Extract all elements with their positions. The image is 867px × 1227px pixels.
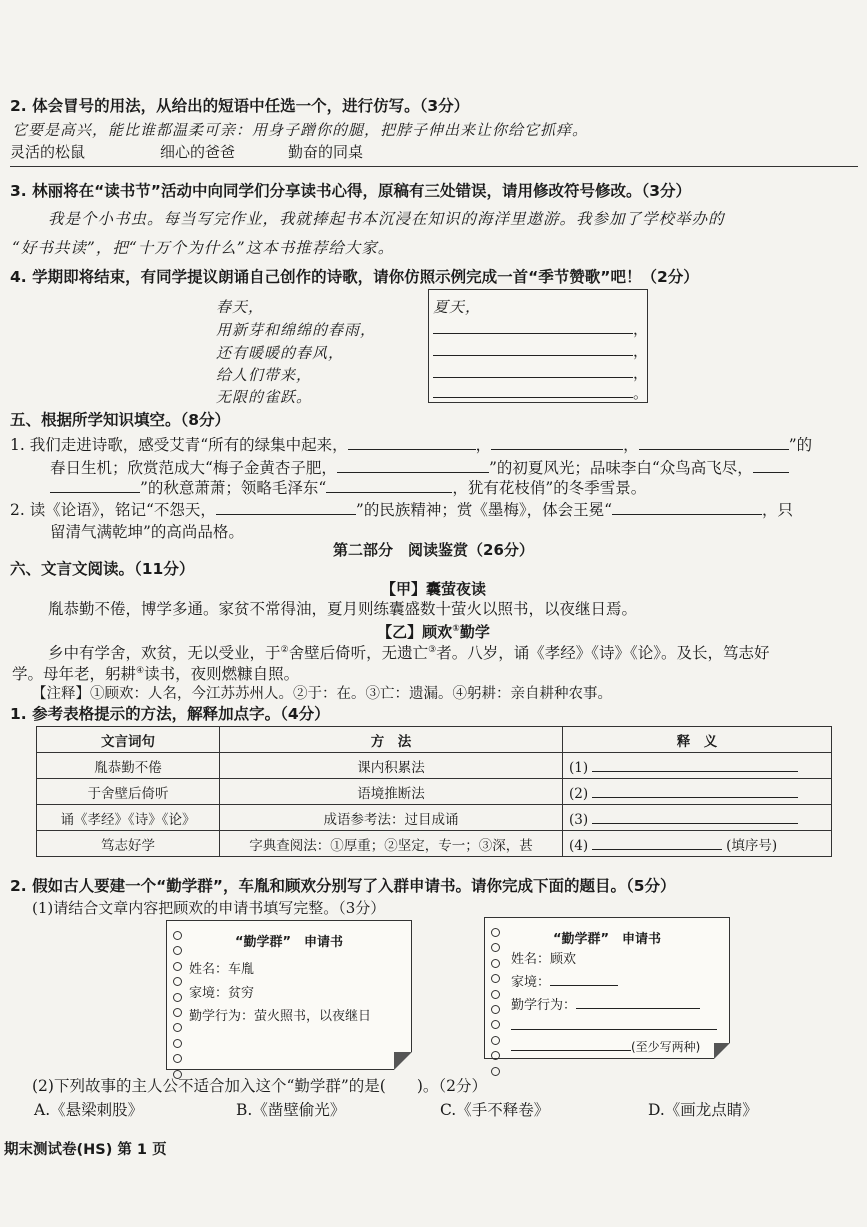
sec5-q1-line3: ”的秋意萧萧；领略毛泽东“ ，犹有花枝俏”的冬季雪景。 (50, 477, 646, 498)
card-name: 姓名：车胤 (189, 962, 255, 977)
cell-answer[interactable]: (1) (563, 753, 832, 779)
cell-method: 语境推断法 (220, 779, 563, 805)
poem-line-1: 春天， (216, 298, 265, 316)
header-phrase: 文言词句 (37, 727, 220, 753)
card-title: “勤学群” 申请书 (552, 932, 662, 947)
q3-text-line2: “好书共读”，把“十万个为什么”这本书推荐给大家。 (12, 239, 395, 257)
cell-method: 课内积累法 (220, 753, 563, 779)
card-action: 勤学行为： (511, 994, 700, 1013)
cell-answer[interactable]: (2) (563, 779, 832, 805)
action-blank-1[interactable] (576, 995, 700, 1009)
part2-title: 第二部分 阅读鉴赏（26分） (333, 541, 534, 559)
home-blank[interactable] (550, 972, 618, 986)
q2-title: 2. 体会冒号的用法，从给出的短语中任选一个，进行仿写。（3分） (10, 97, 470, 115)
cell-answer[interactable]: (4) (填序号) (563, 831, 832, 857)
sec5-q1-line2: 春日生机；欣赏范成大“梅子金黄杏子肥， ”的初夏风光；品味李白“众鸟高飞尽， (50, 457, 789, 478)
yi-text-line2: 学。母年老，躬耕④读书，夜则燃糠自照。 (12, 665, 300, 684)
q4-answer-box (428, 289, 648, 403)
q2-example: 它要是高兴，能比谁都温柔可亲：用身子蹭你的腿，把脖子伸出来让你给它抓痒。 (12, 121, 589, 139)
sec5-q2-line1: 2. 读《论语》，铭记“不怨天， ”的民族精神；赏《墨梅》，体会王冕“ ，只 (10, 501, 794, 519)
blank-8[interactable] (612, 499, 762, 515)
poem-line-4: 给人们带来， (216, 366, 313, 384)
q62-sub1: (1)请结合文章内容把顾欢的申请书填写完整。（3分） (32, 899, 386, 917)
blank-6[interactable] (326, 477, 452, 493)
q4-title: 4. 学期即将结束，有同学提议朗诵自己创作的诗歌，请你仿照示例完成一首“季节赞歌”吧！（2分） (10, 268, 699, 286)
cell-phrase: 诵《孝经》《诗》《论》 (37, 805, 220, 831)
page-footer: 期末测试卷(HS) 第 1 页 (4, 1142, 167, 1158)
q2-answer-line (10, 166, 858, 167)
notebook-holes (173, 931, 183, 1085)
card-action: 勤学行为：萤火照书，以夜继日 (189, 1009, 372, 1024)
sec5-title: 五、根据所学知识填空。（8分） (10, 411, 231, 429)
sec5-q1-line1: 1. 我们走进诗歌，感受艾青“所有的绿集中起来， ， ， ”的 (10, 436, 813, 454)
card-name: 姓名：顾欢 (511, 952, 577, 967)
jia-text: 胤恭勤不倦，博学多通。家贫不常得油，夏月则练囊盛数十萤火以照书，以夜继日焉。 (48, 600, 638, 618)
table-row (37, 831, 832, 857)
q4-blank-4[interactable]: 。 (433, 382, 648, 403)
cell-method: 字典查阅法：①厚重；②坚定，专一；③深，甚 (220, 831, 563, 857)
q4-blank-2[interactable]: ， (433, 340, 648, 361)
poem-line-2: 用新芽和绵绵的春雨， (216, 321, 377, 339)
q2-option-1: 灵活的松鼠 (10, 143, 86, 161)
q4-answer-start: 夏天， (433, 298, 482, 316)
page-curl (714, 1043, 730, 1059)
choice-a[interactable]: A.《悬梁刺股》 (34, 1101, 144, 1119)
header-method: 方 法 (220, 727, 563, 753)
cell-method: 成语参考法：过目成诵 (220, 805, 563, 831)
header-meaning: 释 义 (563, 727, 832, 753)
method-table (36, 726, 832, 857)
blank-2[interactable] (491, 434, 623, 450)
q2-option-3: 勤奋的同桌 (288, 143, 364, 161)
cell-answer[interactable]: (3) (563, 805, 832, 831)
blank-5[interactable] (753, 457, 789, 473)
table-row (37, 805, 832, 831)
cell-phrase: 胤恭勤不倦 (37, 753, 220, 779)
q62-title: 2. 假如古人要建一个“勤学群”，车胤和顾欢分别写了入群申请书。请你完成下面的题目。（5分） (10, 877, 676, 895)
cell-phrase: 笃志好学 (37, 831, 220, 857)
card-title: “勤学群” 申请书 (234, 935, 344, 950)
action-blank-2[interactable] (511, 1016, 717, 1034)
choice-c[interactable]: C.《手不释卷》 (440, 1101, 550, 1119)
choice-d[interactable]: D.《画龙点睛》 (648, 1101, 758, 1119)
blank-4[interactable] (337, 457, 489, 473)
blank-7[interactable] (216, 499, 356, 515)
sec6-title: 六、文言文阅读。（11分） (10, 560, 195, 578)
blank-3[interactable] (639, 434, 789, 450)
poem-line-5: 无限的雀跃。 (216, 388, 313, 406)
blank-1[interactable] (348, 434, 476, 450)
table-row (37, 753, 832, 779)
q2-option-2: 细心的爸爸 (160, 143, 236, 161)
yi-text-line1: 乡中有学舍，欢贫，无以受业，于②舍壁后倚听，无遗亡③者。八岁，诵《孝经》《诗》《论》。及长，笃志好 (48, 644, 770, 663)
card-home: 家境： (511, 971, 618, 990)
card-home: 家境：贫穷 (189, 986, 255, 1001)
action-blank-3[interactable]: (至少写两种) (511, 1037, 700, 1055)
q61-title: 1. 参考表格提示的方法，解释加点字。（4分） (10, 705, 330, 723)
table-row (37, 779, 832, 805)
q62-sub2: (2)下列故事的主人公不适合加入这个“勤学群”的是( )。（2分） (32, 1077, 488, 1095)
yi-title: 【乙】顾欢①勤学 (377, 623, 490, 641)
q4-blank-1[interactable]: ， (433, 318, 648, 339)
cell-phrase: 于舍壁后倚听 (37, 779, 220, 805)
choice-b[interactable]: B.《凿壁偷光》 (236, 1101, 346, 1119)
poem-line-3: 还有暖暖的春风， (216, 344, 345, 362)
jia-title: 【甲】囊萤夜读 (380, 580, 486, 598)
q3-title: 3. 林丽将在“读书节”活动中向同学们分享读书心得，原稿有三处错误，请用修改符号修改。（3分） (10, 182, 691, 200)
table-header-row (37, 727, 832, 753)
application-card-chenyin (166, 920, 412, 1070)
blank-5b[interactable] (50, 477, 140, 493)
page-curl (394, 1052, 412, 1070)
q4-blank-3[interactable]: ， (433, 362, 648, 383)
notebook-holes (491, 928, 501, 1082)
sec5-q2-line2: 留清气满乾坤”的高尚品格。 (50, 523, 244, 541)
application-card-guhuan (484, 917, 730, 1059)
q3-text-line1: 我是个小书虫。每当写完作业，我就捧起书本沉浸在知识的海洋里遨游。我参加了学校举办的 (48, 210, 725, 228)
notes: 【注释】①顾欢：人名，今江苏苏州人。②于：在。③亡：遗漏。④躬耕：亲自耕种农事。 (32, 686, 612, 702)
